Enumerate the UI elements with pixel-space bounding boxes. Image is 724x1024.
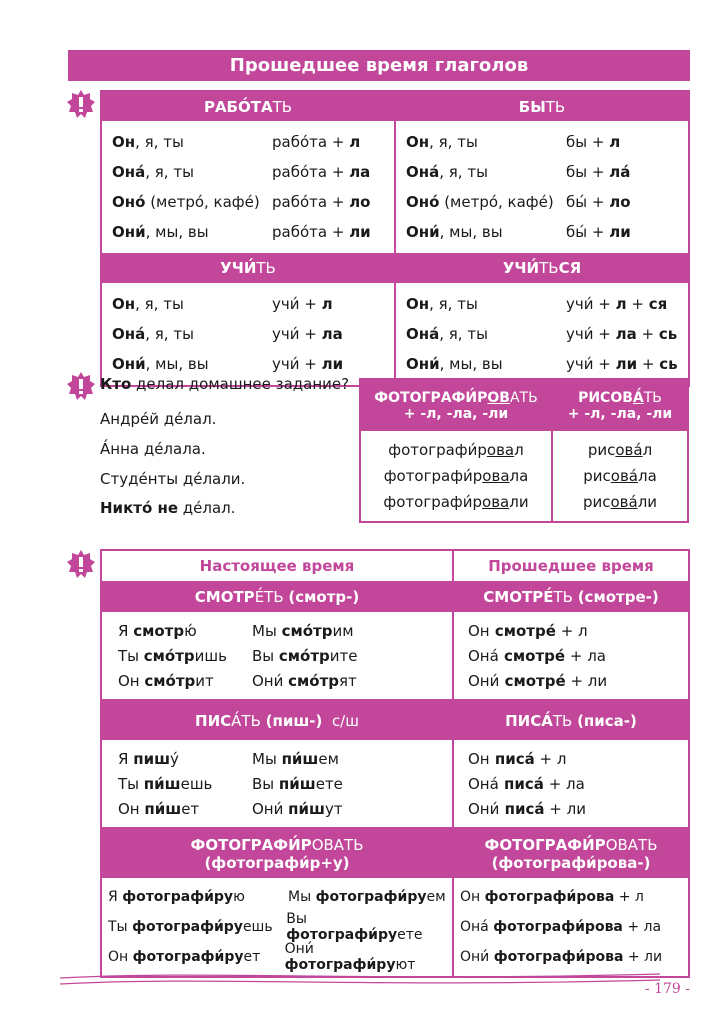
- table-cell: Я пишу́ Мы пи́шем Ты пи́шешь Вы пи́шете Он пи́шет Они́ пи́шут: [118, 749, 343, 818]
- table-header: БЫТЬ: [395, 91, 689, 121]
- table-header: ПИСА́ТЬ (пиш-) с/ш: [101, 700, 453, 740]
- table-header: СМОТРЕ́ТЬ (смотре-): [453, 581, 689, 612]
- table-cell: Я смотрю́ Мы смо́трим Ты смо́тришь Вы смо́трите Он смо́трит Они́ смо́трят: [118, 621, 358, 690]
- answer-line: Никто́ не де́лал.: [100, 499, 236, 517]
- warning-badge-icon: [66, 549, 96, 579]
- warning-badge-icon: [66, 89, 96, 119]
- page-title: Прошедшее время глаголов: [68, 50, 690, 81]
- past-tense-table: [100, 90, 690, 387]
- warning-badge-icon: [66, 371, 96, 401]
- table-cell: рисова́л рисова́ла рисова́ли: [552, 431, 688, 522]
- table-header: УЧИ́ТЬ: [101, 253, 395, 283]
- table-cell: Он писа́ + л Она́ писа́ + ла Они́ писа́ + ли: [453, 740, 689, 828]
- table-header: ФОТОГРАФИ́РОВАТЬ (фотографи́рова-): [453, 828, 689, 878]
- table-header: Настоящее время: [101, 550, 453, 581]
- suffix-table: [359, 378, 689, 523]
- table-cell: фотографи́ровал фотографи́ровала фотографи́ровали: [383, 441, 529, 511]
- table-cell: Он смотре́ + л Она́ смотре́ + ла Они́ смотре́ + ли: [453, 612, 689, 700]
- page-number: - 179 -: [644, 981, 690, 997]
- table-header: Прошедшее время: [453, 550, 689, 581]
- table-cell: Он, я, ты бы + л Она́, я, ты бы + ла́ Оно́ (метро́, кафе́) бы́ + ло Они́, мы, вы бы́ + ли: [395, 121, 689, 253]
- question-line: Кто делал домашнее задание?: [100, 375, 350, 393]
- table-cell: Я фотографи́рую Мы фотографи́руем Ты фотографи́руешь Вы фотографи́руете Он фотографи́рует Они́ фотографи́руют: [108, 889, 446, 973]
- table-header: РИСОВА́ТЬ + -л, -ла, -ли: [552, 379, 688, 431]
- table-header: ФОТОГРАФИ́РОВАТЬ (фотографи́р+у): [101, 828, 453, 878]
- answer-line: А́нна де́лала.: [100, 440, 206, 458]
- table-header: ПИСА́ТЬ (писа-): [453, 700, 689, 740]
- table-header: УЧИ́ТЬСЯ: [395, 253, 689, 283]
- table-cell: Он, я, ты учи́ + л + ся Она́, я, ты учи́ + ла + сь Они́, мы, вы учи́ + ли + сь: [395, 283, 689, 386]
- table-header: РАБО́ТАТЬ: [101, 91, 395, 121]
- table-cell: Он фотографи́рова + л Она́ фотографи́рова + ла Они́ фотографи́рова + ли: [453, 878, 689, 977]
- answer-line: Андре́й де́лал.: [100, 410, 217, 428]
- footer-divider: [60, 966, 660, 992]
- table-cell: Он, я, ты учи́ + л Она́, я, ты учи́ + ла Они́, мы, вы учи́ + ли: [112, 295, 344, 373]
- table-cell: Он, я, ты рабо́та + л Она́, я, ты рабо́та + ла Оно́ (метро́, кафе́) рабо́та + ло Они́, мы, вы рабо́та + ли: [112, 133, 371, 241]
- present-past-table: [100, 549, 690, 978]
- table-header: ФОТОГРАФИ́РОВАТЬ + -л, -ла, -ли: [360, 379, 552, 431]
- answer-line: Студе́нты де́лали.: [100, 470, 246, 488]
- table-header: СМОТРЕ́ТЬ (смотр-): [101, 581, 453, 612]
